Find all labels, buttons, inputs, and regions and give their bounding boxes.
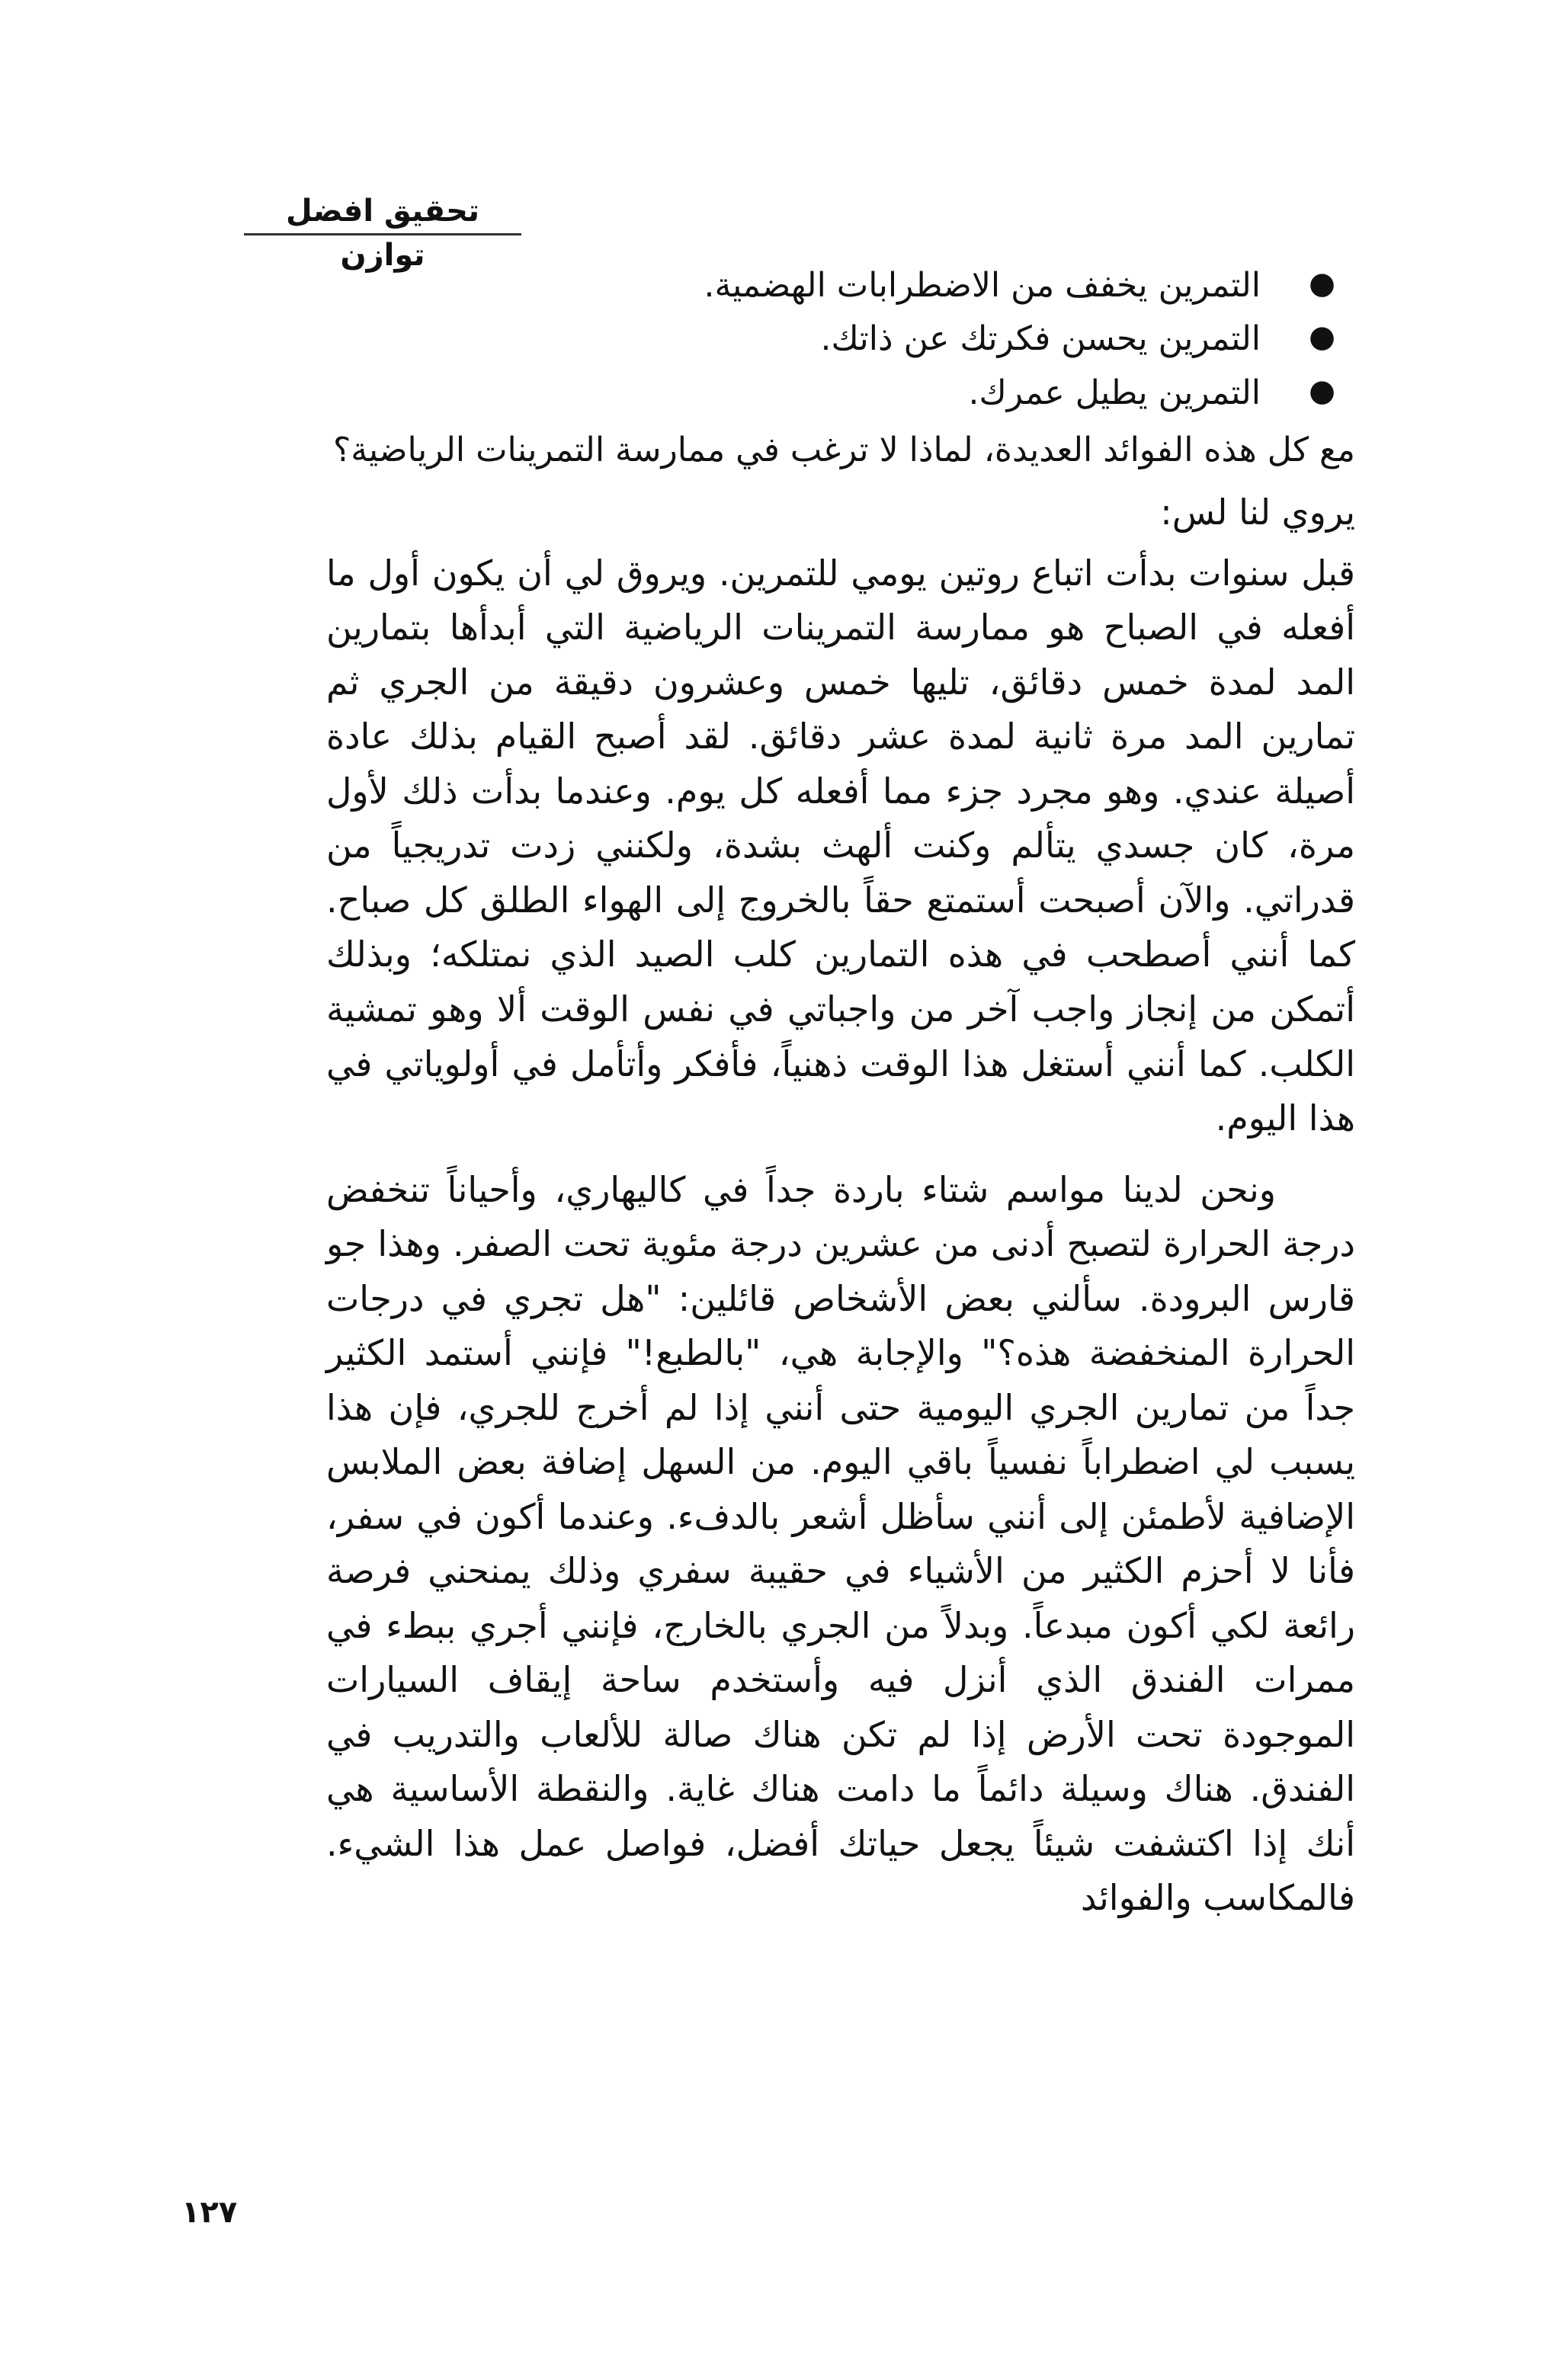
page-number: ١٢٧ — [181, 2195, 238, 2230]
body-paragraph: قبل سنوات بدأت اتباع روتين يومي للتمرين. ويروق لي أن يكون أول ما أفعله في الصباح هو ممارسة التمرينات الرياضية التي أبدأها بتمارين المد لمدة خمس دقائق، تليها خمس وعشرون دقيقة من الجري ثم تمارين المد مرة ثانية لمدة عشر دقائق. لقد أصبح القيام بذلك عادة أصيلة عندي. وهو مجرد جزء مما أفعله كل يوم. وعندما بدأت ذلك لأول مرة، كان جسدي يتألم وكنت ألهث بشدة، ولكنني زدت تدريجياً من قدراتي. والآن أصبحت أستمتع حقاً بالخروج إلى الهواء الطلق كل صباح. كما أنني أصطحب في هذه التمارين كلب الصيد الذي نمتلكه؛ وبذلك أتمكن من إنجاز واجب آخر من واجباتي في نفس الوقت ألا وهو تمشية الكلب. كما أنني أستغل هذا الوقت ذهنياً، فأفكر وأتأمل في أولوياتي في هذا اليوم. — [326, 552, 1355, 1139]
question-line: مع كل هذه الفوائد العديدة، لماذا لا ترغب في ممارسة التمرينات الرياضية؟ — [332, 431, 1355, 470]
attribution-line: يروي لنا لس: — [1160, 492, 1355, 533]
list-item-text: التمرين يخفف من الاضطرابات الهضمية. — [704, 266, 1261, 305]
body-paragraph: ونحن لدينا مواسم شتاء باردة جداً في كاليهاري، وأحياناً تنخفض درجة الحرارة لتصبح أدنى من عشرين درجة مئوية تحت الصفر. وهذا جو قارس البرودة. سألني بعض الأشخاص قائلين: "هل تجري في درجات الحرارة المنخفضة هذه؟" والإجابة هي، "بالطبع!" فإنني أستمد الكثير جداً من تمارين الجري اليومية حتى أنني إذا لم أخرج للجري، فإن هذا يسبب لي اضطراباً نفسياً باقي اليوم. من السهل إضافة بعض الملابس الإضافية لأطمئن إلى أنني سأظل أشعر بالدفء. وعندما أكون في سفر، فأنا لا أحزم الكثير من الأشياء في حقيبة سفري وذلك يمنحني فرصة رائعة لكي أكون مبدعاً. وبدلاً من الجري بالخارج، فإنني أجري ببطء في ممرات الفندق الذي أنزل فيه وأستخدم ساحة إيقاف السيارات الموجودة تحت الأرض إذا لم تكن هناك صالة للألعاب والتدريب في الفندق. هناك وسيلة دائماً ما دامت هناك غاية. والنقطة الأساسية هي أنك إذا اكتشفت شيئاً يجعل حياتك أفضل، فواصل عمل هذا الشيء. فالمكاسب والفوائد — [326, 1168, 1355, 1919]
list-item-text: التمرين يطيل عمرك. — [968, 373, 1261, 412]
bullet-icon: ● — [1309, 319, 1335, 355]
list-item — [326, 312, 1355, 366]
list-item — [326, 259, 1355, 312]
list-item-text: التمرين يحسن فكرتك عن ذاتك. — [820, 319, 1261, 359]
page-body — [326, 259, 1355, 1926]
list-item — [326, 367, 1355, 420]
benefits-list — [326, 259, 1355, 420]
bullet-icon: ● — [1309, 266, 1335, 301]
bullet-icon: ● — [1309, 373, 1335, 408]
running-header: تحقيق افضل توازن — [244, 189, 521, 235]
